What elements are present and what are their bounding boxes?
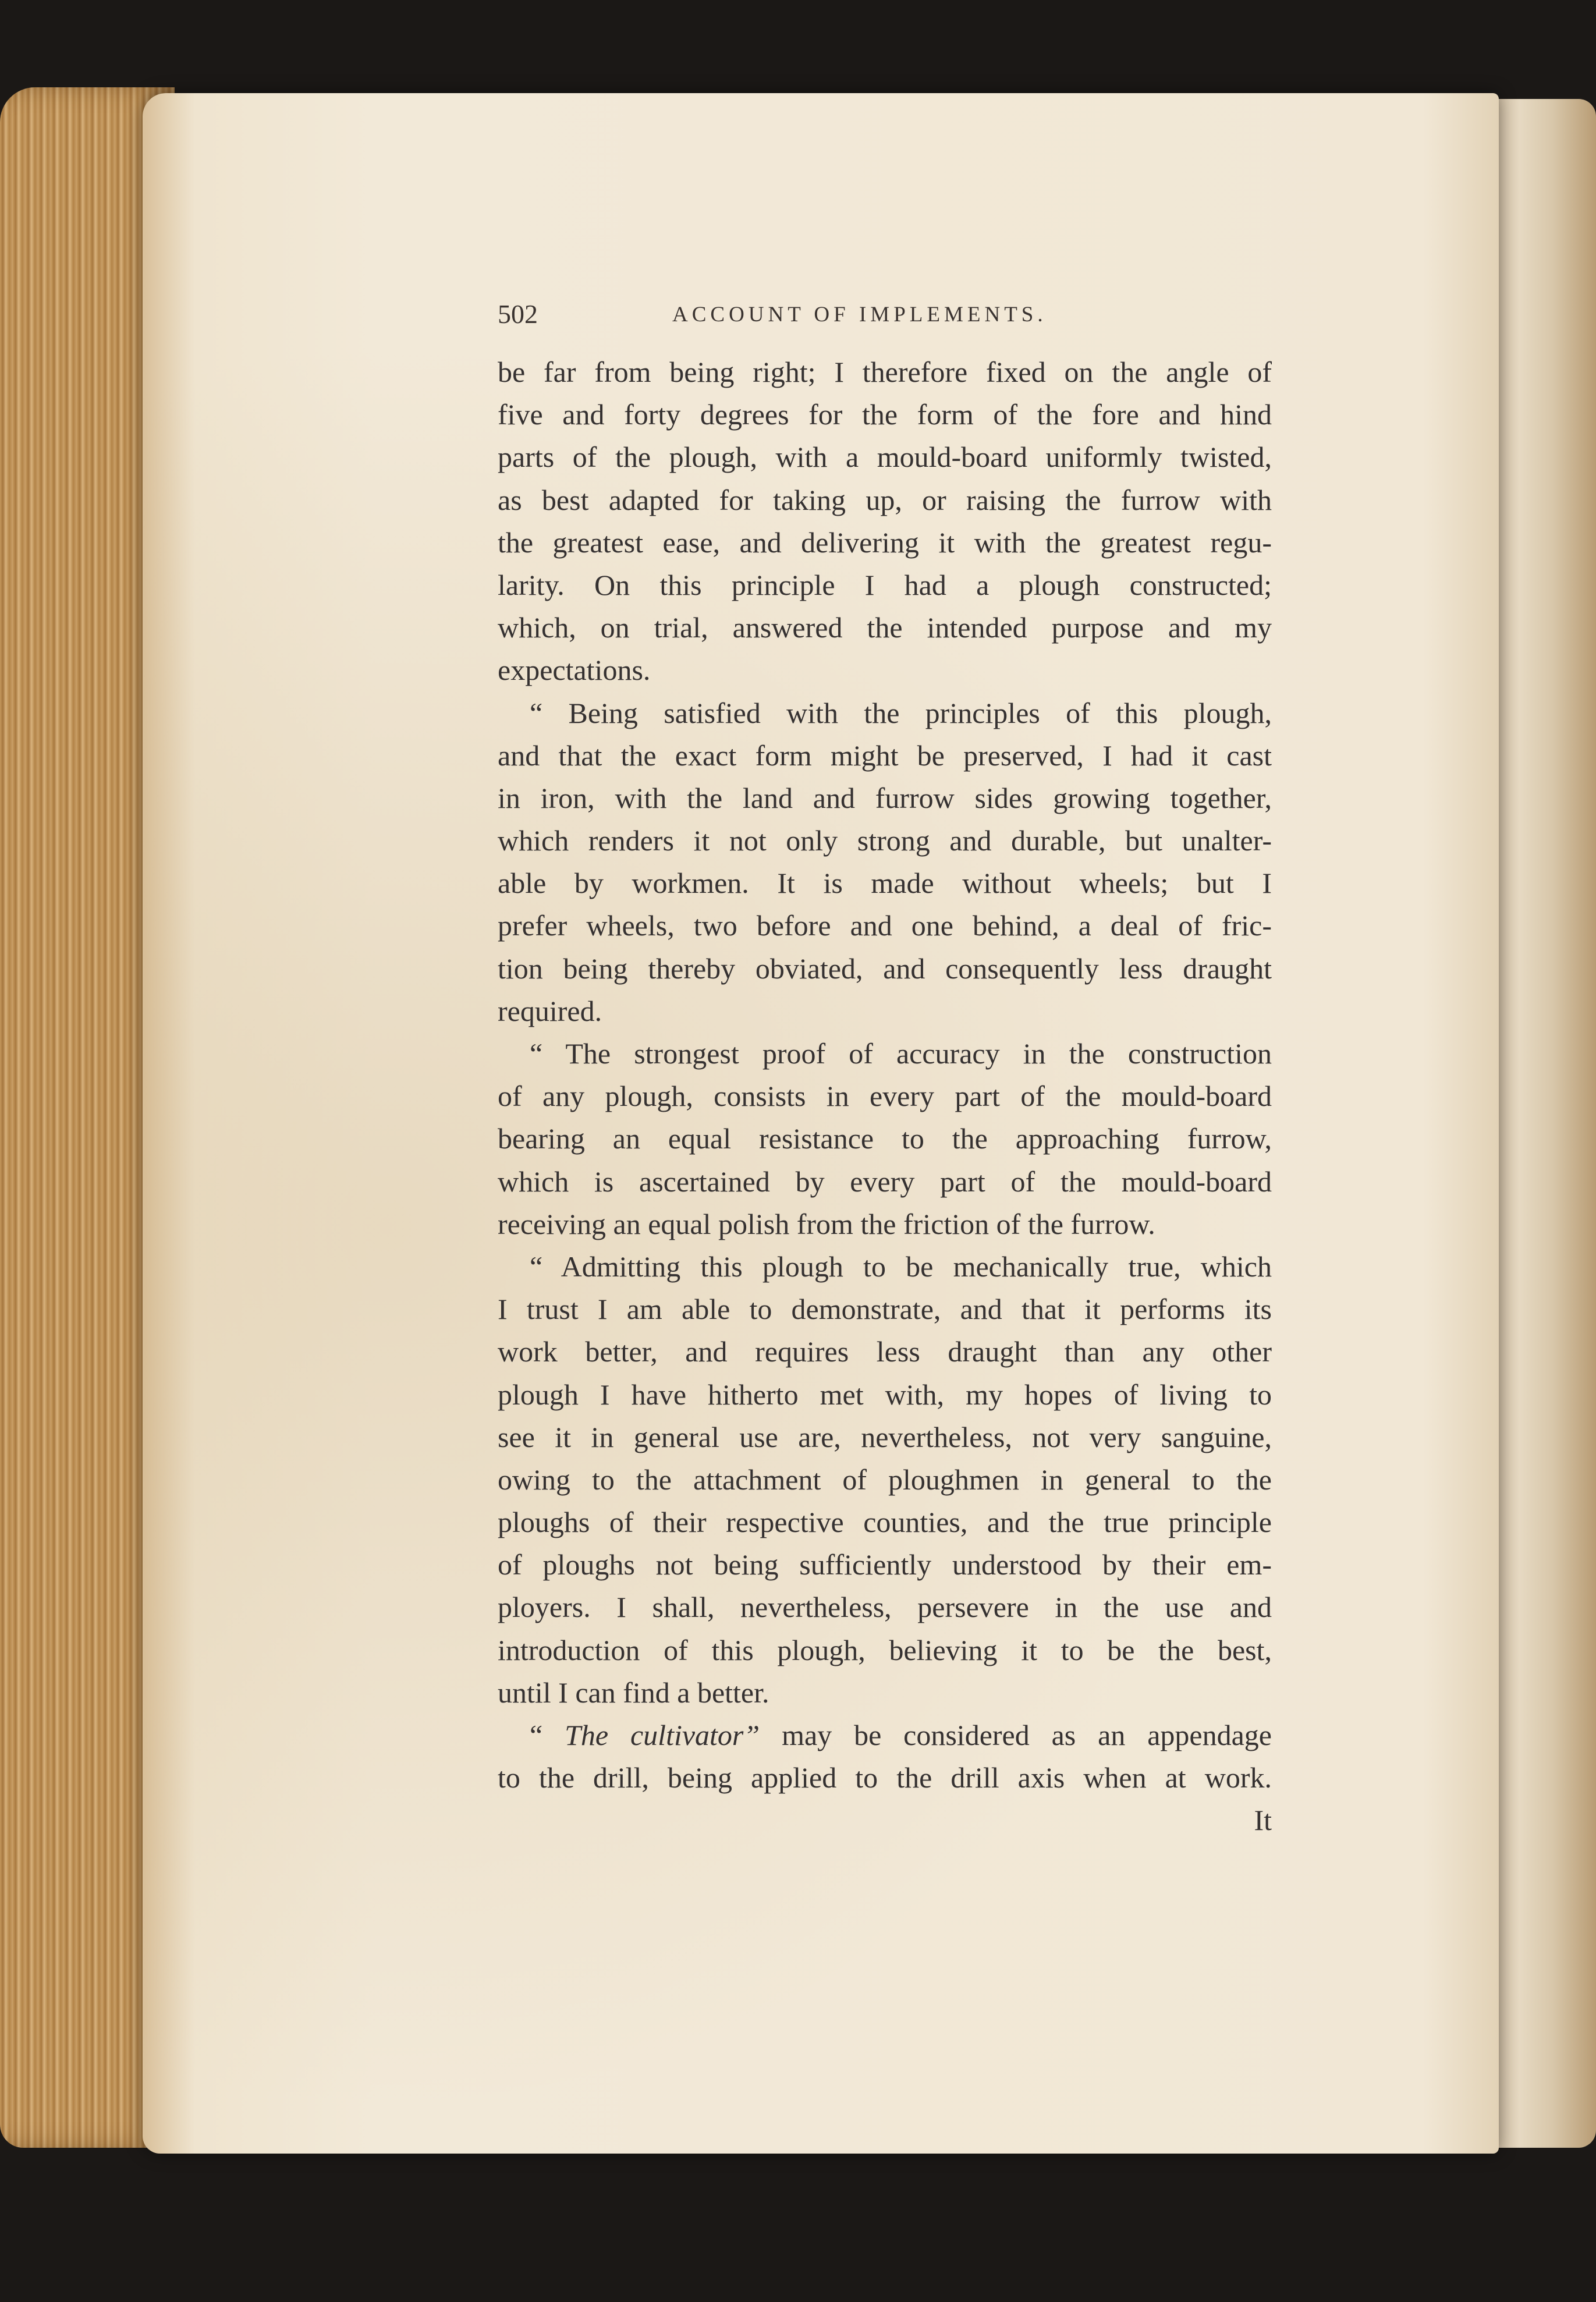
running-head-title: ACCOUNT OF IMPLEMENTS. <box>672 303 1047 327</box>
text-line: expectations. <box>498 654 651 687</box>
text-line: larity. On this principle I had a plough constructed; <box>498 568 1272 601</box>
text-line: bearing an equal resistance to the approaching furrow, <box>498 1122 1272 1155</box>
italic-title: The cultivator” <box>565 1719 760 1751</box>
text-line <box>498 1714 1272 1757</box>
text-line: which is ascertained by every part of the mould-board <box>498 1165 1272 1198</box>
open-quote: “ <box>530 1719 543 1751</box>
text-line: ployers. I shall, nevertheless, persevere in the use and <box>498 1591 1272 1624</box>
facing-page-edge <box>1487 99 1596 2148</box>
page-number: 502 <box>498 299 538 329</box>
text-line: I trust I am able to demonstrate, and that it performs its <box>498 1293 1272 1326</box>
line-remainder: may be considered as an appendage <box>782 1719 1272 1751</box>
text-line: which, on trial, answered the intended purpose and my <box>498 611 1272 644</box>
text-line: able by workmen. It is made without wheels; but I <box>498 867 1272 900</box>
text-line: until I can find a better. <box>498 1676 769 1709</box>
text-line: in iron, with the land and furrow sides growing together, <box>498 781 1272 814</box>
text-line: “ Admitting this plough to be mechanically true, which <box>530 1250 1272 1283</box>
text-line: and that the exact form might be preserved, I had it cast <box>498 739 1272 772</box>
text-line: “ Being satisfied with the principles of this plough, <box>530 696 1272 729</box>
text-line: plough I have hitherto met with, my hopes of living to <box>498 1378 1272 1411</box>
text-line: see it in general use are, nevertheless, not very sanguine, <box>498 1420 1272 1453</box>
text-line: of any plough, consists in every part of the mould-board <box>498 1080 1272 1113</box>
text-line: parts of the plough, with a mould-board uniformly twisted, <box>498 441 1272 474</box>
text-line: to the drill, being applied to the drill axis when at work. <box>498 1761 1272 1794</box>
text-line: as best adapted for taking up, or raising the furrow with <box>498 483 1272 516</box>
text-line: “ The strongest proof of accuracy in the construction <box>530 1037 1272 1070</box>
text-line: of ploughs not being sufficiently understood by their em- <box>498 1548 1272 1581</box>
text-line: owing to the attachment of ploughmen in general to the <box>498 1463 1272 1496</box>
text-line: receiving an equal polish from the friction of the furrow. <box>498 1207 1155 1240</box>
text-line: the greatest ease, and delivering it with the greatest regu- <box>498 526 1272 559</box>
body-text <box>498 351 1272 1842</box>
text-line: required. <box>498 994 602 1027</box>
text-line: be far from being right; I therefore fixed on the angle of <box>498 356 1272 388</box>
running-head <box>498 297 1272 332</box>
catchword: It <box>1254 1804 1272 1837</box>
text-line: which renders it not only strong and durable, but unalter- <box>498 824 1272 857</box>
text-line: ploughs of their respective counties, and the true principle <box>498 1506 1272 1539</box>
text-line: five and forty degrees for the form of the fore and hind <box>498 398 1272 431</box>
text-line: tion being thereby obviated, and consequently less draught <box>498 952 1272 985</box>
text-line: introduction of this plough, believing it to be the best, <box>498 1633 1272 1666</box>
text-line: work better, and requires less draught than any other <box>498 1335 1272 1368</box>
text-line: prefer wheels, two before and one behind, a deal of fric- <box>498 909 1272 942</box>
